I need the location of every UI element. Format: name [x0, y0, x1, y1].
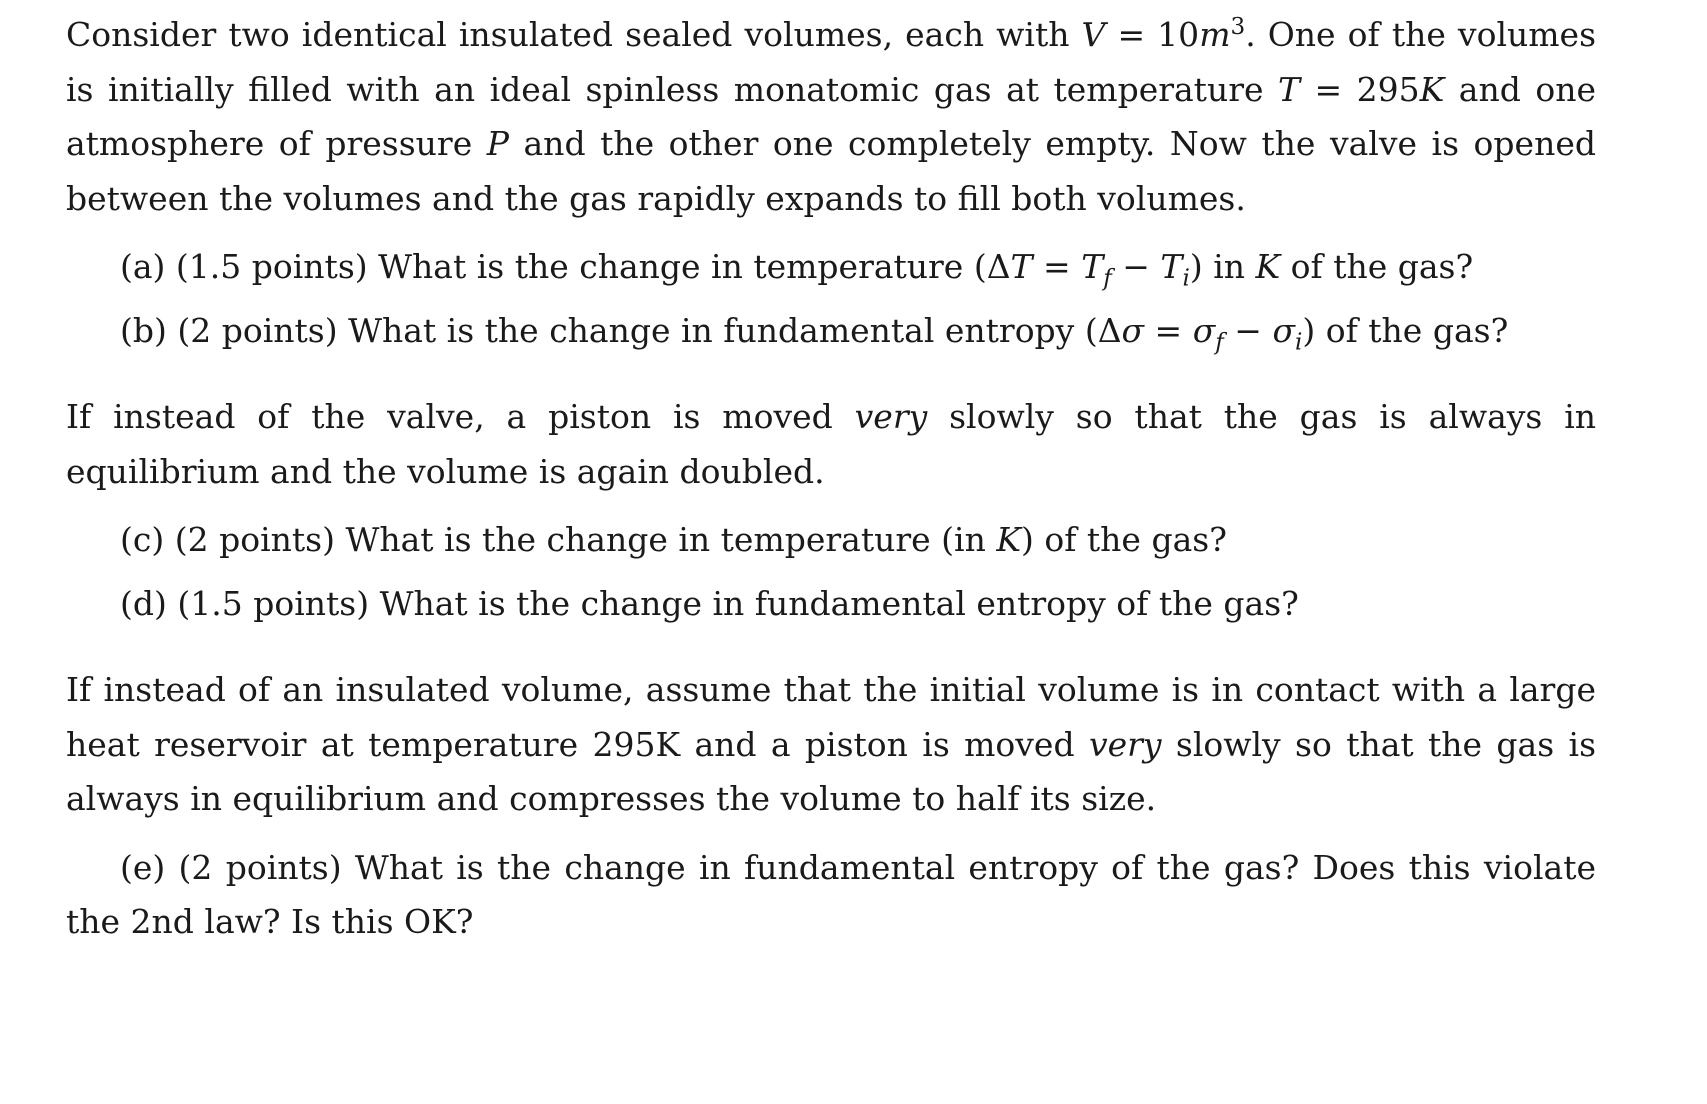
problem-document	[66, 8, 1596, 950]
intro-text-3: and one atmosphere of pressure	[66, 69, 1596, 163]
question-a-suffix: of the gas?	[1280, 247, 1474, 286]
question-c-suffix: ) of the gas?	[1020, 520, 1227, 559]
question-e-text: (e) (2 points) What is the change in fundamental entropy of the gas? Does this violate the 2nd law? Is this OK?	[66, 847, 1596, 941]
question-a-ti: T	[1160, 247, 1183, 286]
section-3-text-2: slowly so that the gas is always in equilibrium and compresses the volume to half its size.	[66, 724, 1596, 818]
pressure-symbol: P	[486, 124, 509, 163]
question-c	[66, 513, 1596, 567]
question-a-prefix: (a) (1.5 points) What is the change in temperature (Δ	[120, 247, 1011, 286]
question-b	[66, 304, 1596, 358]
question-e	[66, 841, 1596, 950]
temperature-symbol: T	[1278, 69, 1301, 109]
question-d	[66, 577, 1596, 631]
question-c-prefix: (c) (2 points) What is the change in temperature (in	[120, 520, 997, 559]
intro-text-2: . One of the volumes is initially filled with an ideal spinless monatomic gas at temperature	[66, 15, 1597, 109]
question-a-kelvin: K	[1255, 247, 1281, 286]
section-2-text-2: slowly so that the gas is always in equilibrium and the volume is again doubled.	[66, 397, 1597, 491]
question-a-sub-f: f	[1103, 265, 1112, 292]
volume-value: = 10	[1105, 15, 1200, 54]
question-a-equals: =	[1032, 247, 1082, 286]
section-2-emphasis: very	[854, 397, 928, 436]
question-b-suffix: ) of the gas?	[1302, 311, 1509, 350]
section-2-text-1: If instead of the valve, a piston is moved	[66, 397, 855, 436]
question-b-equals: =	[1144, 311, 1193, 350]
section-3-emphasis: very	[1088, 724, 1162, 764]
temperature-value: = 295	[1300, 69, 1420, 109]
intro-text-1: Consider two identical insulated sealed volumes, each with	[66, 15, 1082, 54]
question-a	[66, 240, 1596, 294]
cubic-exponent: 3	[1230, 14, 1246, 40]
question-a-tf: T	[1081, 247, 1104, 286]
question-b-minus: −	[1223, 311, 1273, 350]
question-a-t: T	[1010, 247, 1033, 286]
question-a-mid: ) in	[1189, 247, 1256, 286]
question-list-1	[66, 240, 1596, 358]
section-3-text-1: If instead of an insulated volume, assume that the initial volume is in contact with a large heat reservoir at temperature 295K and a piston is moved	[66, 670, 1596, 764]
question-b-sigma-i: σ	[1272, 311, 1295, 350]
question-d-text: (d) (1.5 points) What is the change in fundamental entropy of the gas?	[120, 584, 1299, 623]
intro-paragraph	[66, 8, 1596, 226]
question-a-sub-i: i	[1182, 265, 1190, 292]
question-a-minus: −	[1111, 247, 1161, 286]
question-b-sub-i: i	[1294, 329, 1303, 356]
question-b-prefix: (b) (2 points) What is the change in fundamental entropy (Δ	[120, 311, 1122, 350]
question-c-kelvin: K	[996, 520, 1021, 559]
intro-text-4: and the other one completely empty. Now the valve is opened between the volumes and the gas rapidly expands to fill both volumes.	[66, 124, 1596, 218]
section-3-paragraph	[66, 663, 1596, 827]
question-b-sigma: σ	[1121, 311, 1145, 350]
kelvin-unit: K	[1419, 69, 1445, 109]
meter-unit: m	[1199, 15, 1231, 54]
question-list-2	[66, 513, 1596, 631]
question-b-sigma-f: σ	[1192, 311, 1216, 350]
question-b-sub-f: f	[1215, 329, 1224, 356]
volume-symbol: V	[1081, 15, 1106, 54]
section-2-paragraph	[66, 390, 1596, 499]
